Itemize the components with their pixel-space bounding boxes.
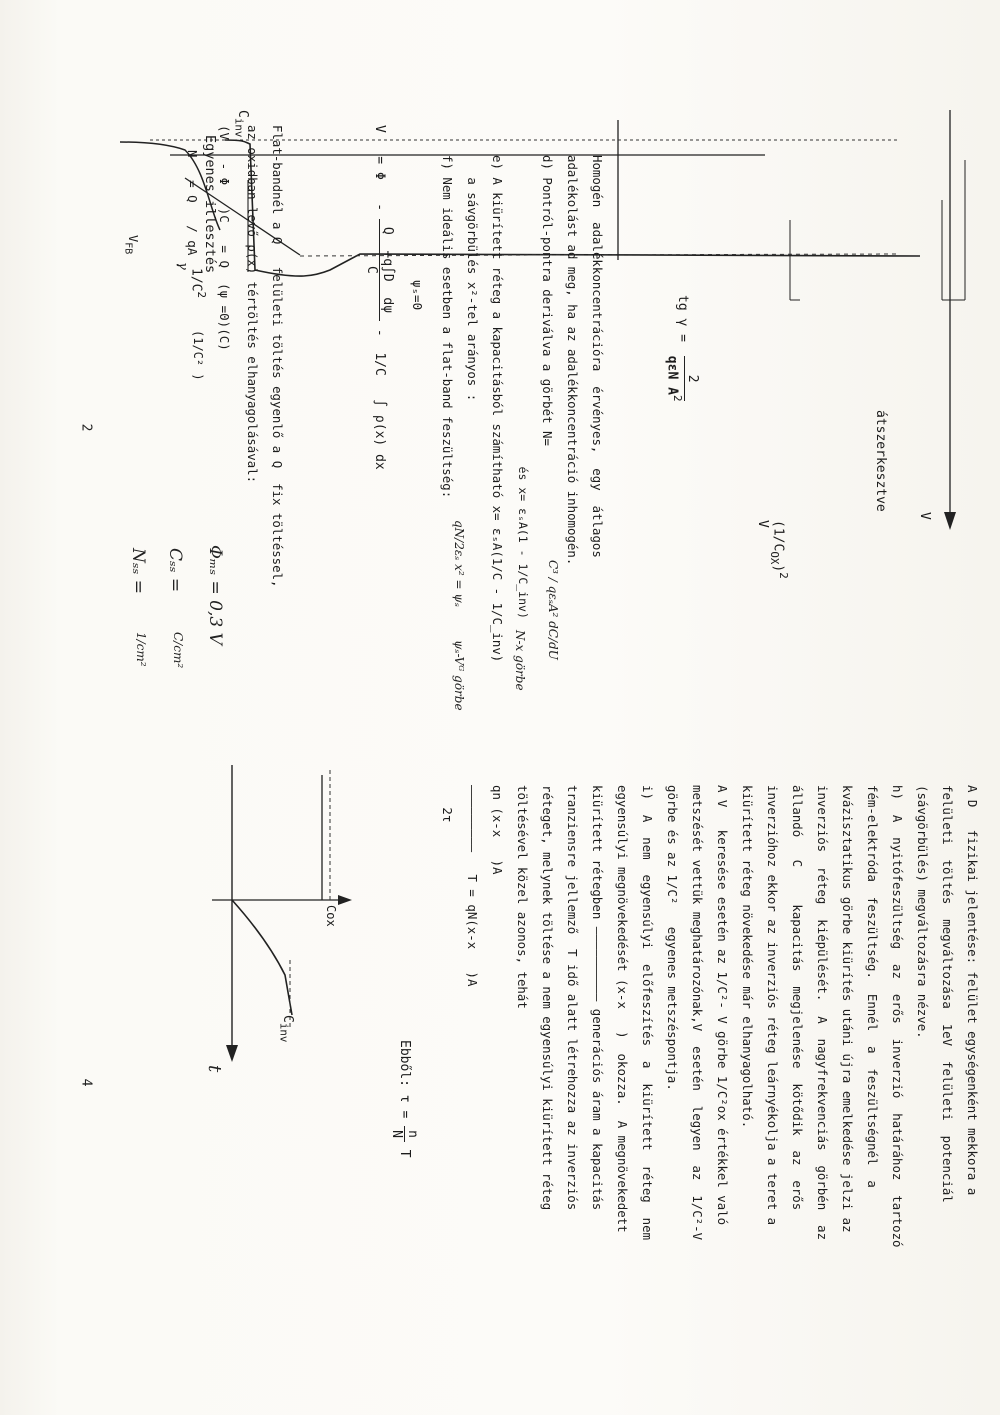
psi-s-text: ψₛ=0 bbox=[410, 280, 425, 311]
right-line-12: metszését vettük meghatározónak,V esetén legyen az 1/C²-V bbox=[690, 785, 705, 1241]
right-line-7: inverziós réteg kiépülését. A nagyfrekvenciás görbén az bbox=[815, 785, 830, 1241]
flat-line-1: Flat-bandnél a Q felületi töltés egyenlő a Q fix töltéssel, bbox=[270, 125, 285, 588]
left-line-2: adalékolást ad meg, ha az adalékkoncentráció inhomogén. bbox=[565, 155, 580, 566]
right-line-9: inverzióhoz ekkor az inverziós réteg leárnyékolja a teret a bbox=[765, 785, 780, 1226]
c-text: C bbox=[188, 283, 204, 292]
t-axis-label bbox=[204, 1065, 225, 1072]
c-ss-unit-text: C/cm² bbox=[171, 632, 185, 669]
phi-ms-text: Φₘₛ = 0,3 V bbox=[205, 545, 225, 645]
right-line-11: A V keresése esetén az 1/C²- V görbe 1/C²ox értékkel való bbox=[715, 785, 730, 1226]
e-hand-curve-text: ψₛ-Vᴳ görbe bbox=[452, 640, 466, 711]
vfb-tail: - 1/C ∫ ρ(x) dx bbox=[372, 328, 387, 470]
tau-den: N bbox=[389, 1130, 404, 1138]
right-line-16: egyensúlyi megnövekedését (x-x ) okozza. A megnövekedett bbox=[615, 785, 630, 1233]
tg-formula-text: tg γ = bbox=[674, 295, 690, 342]
inv-cox-open: (1/ bbox=[770, 520, 786, 544]
left-line-7: f) Nem ideális esetben a flat-band feszültség: bbox=[440, 155, 455, 499]
inv-cox-sub: OX bbox=[768, 551, 782, 565]
v-text: V bbox=[917, 512, 932, 520]
inv-cox-c: C bbox=[770, 543, 786, 552]
right-line-5: fém-elektróda feszültség. Ennél a feszültségnél a bbox=[865, 785, 880, 1188]
n-ss-text: Nₛₛ = bbox=[128, 548, 148, 594]
cinv-letter: C bbox=[235, 110, 250, 118]
d-hand-text: C³ / qεₛA² dC/dU bbox=[546, 560, 560, 660]
tg-num: 2 bbox=[684, 356, 700, 402]
c-ss-text: Cₛₛ = bbox=[165, 548, 185, 593]
c2-sup: 2 bbox=[195, 291, 208, 299]
cox-text: Cox bbox=[324, 905, 338, 927]
inv-cox-close: ) bbox=[770, 564, 786, 573]
right-line-22: ————————— T = qN(x-x )A bbox=[465, 785, 480, 987]
t-text: t bbox=[204, 1065, 225, 1073]
tg-den: qεN A bbox=[664, 355, 680, 395]
tg-den-sup: 2 bbox=[671, 394, 684, 402]
right-line-21: qn (x-x )A bbox=[490, 785, 505, 875]
eq2b-text: (1/C² ) bbox=[191, 330, 205, 381]
vfb-v: V bbox=[126, 235, 140, 243]
left-line-1: Homogén adalékkoncentrációra érvényes, egy átlagos bbox=[590, 155, 605, 558]
right-line-6: kvázisztatikus görbe kiürítés utáni újra emelkedése jelzi az bbox=[840, 785, 855, 1233]
cinv2-sub: inv bbox=[277, 1022, 291, 1043]
right-line-20: töltésével közel azonos, tehát bbox=[515, 785, 530, 1009]
atszerkesztve-text: átszerkesztve bbox=[873, 410, 888, 512]
vfb-eq-left: V = Φ - bbox=[372, 125, 387, 212]
egyenes-text: Egyenes illesztés bbox=[202, 135, 218, 274]
one-text: 1 bbox=[188, 268, 204, 276]
right-line-4: h) A nyitófeszültség az erős inverzió határához tartozó bbox=[890, 785, 905, 1248]
page-number-left: 2 bbox=[78, 423, 94, 432]
page-number-right: 4 bbox=[78, 1078, 94, 1087]
right-line-13: görbe és az 1/C² egyenes metszéspontja. bbox=[665, 785, 680, 1091]
inv-cox-sup: 2 bbox=[777, 572, 790, 579]
d-hand-curve-text: N-x görbe bbox=[513, 630, 527, 691]
right-line-17: kiürített rétegben —————————— generációs áram a kapacitás bbox=[590, 785, 605, 1211]
tau-t: T bbox=[397, 1149, 412, 1158]
right-line-15: i) A nem egyensúlyi előfeszítés a kiürített réteg nem bbox=[640, 785, 655, 1241]
right-line-8: állandó C kapacitás megjelenése kötődik az erős bbox=[790, 785, 805, 1211]
one-over-c2-label: $1/C^2$ bbox=[188, 268, 208, 299]
vfb-frac-den: C bbox=[364, 266, 379, 274]
right-line-23: 2τ bbox=[440, 785, 455, 823]
cinv-fig2-label bbox=[277, 1015, 295, 1042]
tau-num: n bbox=[404, 1126, 420, 1142]
right-line-1: A D fizikai jelentése: felület egységenként mekkora a bbox=[965, 785, 980, 1196]
vfb-sub: FB bbox=[122, 242, 134, 255]
left-line-5: e) A kiürített réteg a kapacitásból számítható x= εₛA(1/C - 1/C_inv) bbox=[490, 155, 505, 663]
right-line-19: réteget, melynek töltése a nem egyensúlyi kiürített réteg bbox=[540, 785, 555, 1211]
n-ss-unit-text: 1/cm² bbox=[134, 632, 148, 667]
left-line-3: d) Pontról-pontra deriválva a görbét N= bbox=[540, 155, 555, 446]
vfb-frac-num: Q +q∫D dψ bbox=[379, 219, 395, 321]
left-line-6: a sávgörbülés x²-tel arányos : bbox=[465, 155, 480, 402]
cinv-sub: inv bbox=[232, 117, 246, 138]
ebbol-text: Ebből: τ = bbox=[397, 1040, 412, 1119]
e-hand-text: qN/2εₛ x² = ψₛ bbox=[452, 520, 466, 607]
cinv2-c: C bbox=[280, 1015, 295, 1023]
right-line-2: felületi töltés megváltozása 1eV felületi potenciál bbox=[940, 785, 955, 1203]
right-line-10: kiürített réteg növekedése már elhanyagolható. bbox=[740, 785, 755, 1129]
eq2-text: N = Q / qA bbox=[185, 150, 200, 256]
cox-label bbox=[324, 905, 338, 927]
eq1-text: (V - Φ )C = Q (ψ =0)(C) bbox=[217, 125, 232, 351]
right-line-3: (sávgörbülés) megváltozásra nézve. bbox=[915, 785, 930, 1039]
gamma-text: γ bbox=[175, 262, 190, 270]
flat-line-2: az oxidban levő ρ(x) tértöltés elhanyagolásával: bbox=[245, 125, 260, 484]
right-line-18: tranziensre jellemző T idő alatt létrehozza az inverziós bbox=[565, 785, 580, 1211]
inv-cox-v: V bbox=[755, 520, 770, 528]
left-line-4: és x= εₛA(1 - 1/C_inv) bbox=[516, 155, 530, 619]
